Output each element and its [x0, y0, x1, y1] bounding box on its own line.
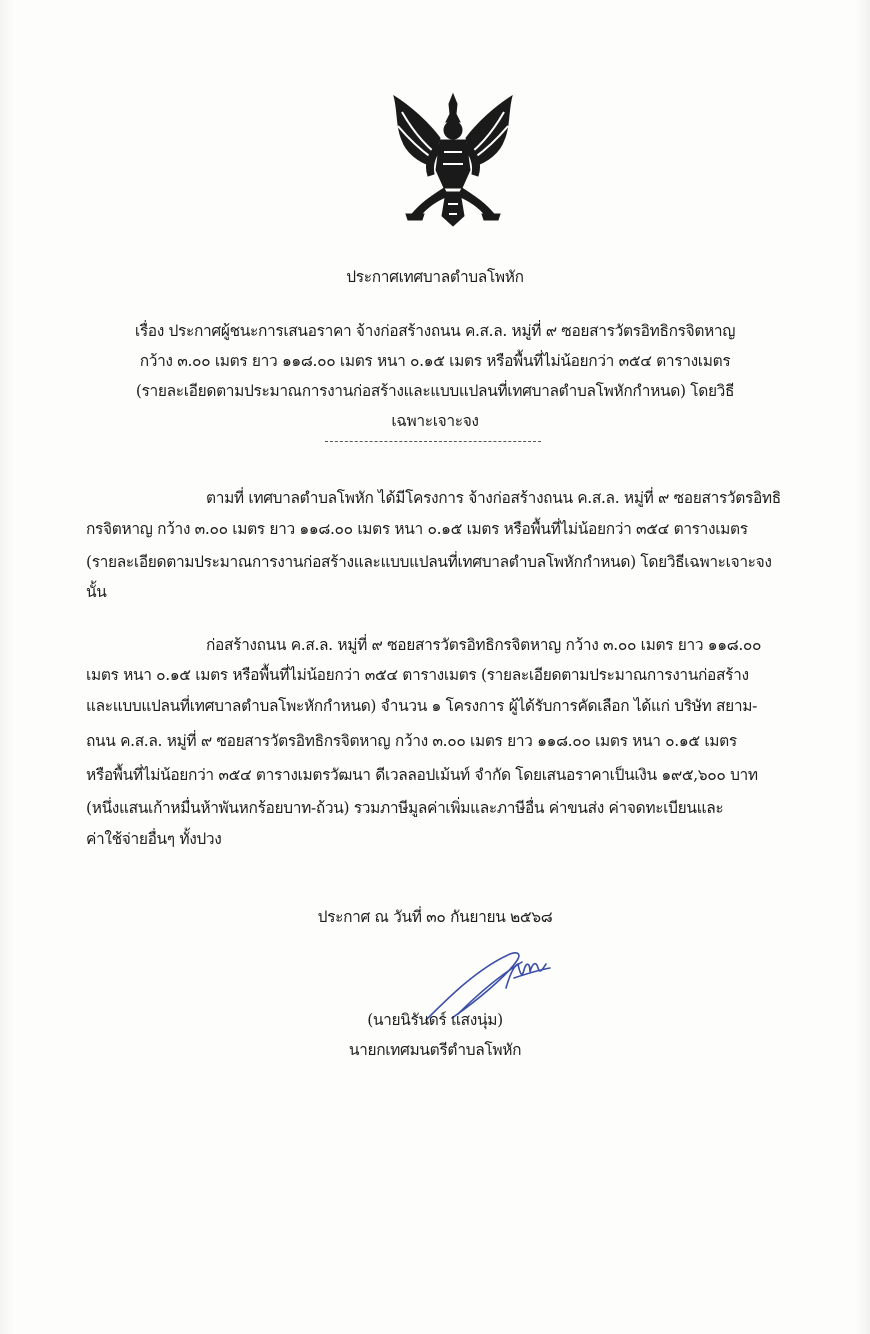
- subject-line: กว้าง ๓.๐๐ เมตร ยาว ๑๑๘.๐๐ เมตร หนา ๐.๑๕ เมตร หรือพื้นที่ไม่น้อยกว่า ๓๕๔ ตารางเมตร: [139, 352, 731, 370]
- paragraph2-line: [86, 634, 790, 656]
- subject-line: เรื่อง ประกาศผู้ชนะการเสนอราคา จ้างก่อสร้างถนน ค.ส.ล. หมู่ที่ ๙ ซอยสารวัตรอิทธิกรจิตหาญ: [134, 322, 736, 340]
- announcement-title: ประกาศเทศบาลตำบลโพหัก: [346, 268, 524, 286]
- paragraph1-line: นั้น: [86, 583, 107, 601]
- paragraph2-line: เมตร หนา ๐.๑๕ เมตร หรือพื้นที่ไม่น้อยกว่า ๓๕๔ ตารางเมตร (รายละเอียดตามประมาณการงานก่อสร้าง: [86, 666, 749, 684]
- paragraph2-line: หรือพื้นที่ไม่น้อยกว่า ๓๕๔ ตารางเมตรวัฒนา ดีเวลลอปเม้นท์ จำกัด โดยเสนอราคาเป็นเงิน ๑๙๕,๖๐๐ บาท: [86, 766, 758, 784]
- subject-line: เฉพาะเจาะจง: [391, 412, 479, 430]
- paragraph2-text: ก่อสร้างถนน ค.ส.ล. หมู่ที่ ๙ ซอยสารวัตรอิทธิกรจิตหาญ กว้าง ๓.๐๐ เมตร ยาว ๑๑๘.๐๐: [206, 636, 762, 654]
- signatory-position: นายกเทศมนตรีตำบลโพหัก: [348, 1041, 522, 1059]
- paragraph1-text: ตามที่ เทศบาลตำบลโพหัก ได้มีโครงการ จ้างก่อสร้างถนน ค.ส.ล. หมู่ที่ ๙ ซอยสารวัตรอิทธิ: [206, 489, 781, 507]
- signatory-name: (นายนิรันดร์ แสงนุ่ม): [367, 1011, 503, 1029]
- paragraph2-line: ค่าใช้จ่ายอื่นๆ ทั้งปวง: [86, 830, 222, 848]
- paragraph2-line: (หนึ่งแสนเก้าหมื่นห้าพันหกร้อยบาท-ถ้วน) รวมภาษีมูลค่าเพิ่มและภาษีอื่น ค่าขนส่ง ค่าจดทะเบียนและ: [86, 799, 724, 817]
- paragraph2-line: ถนน ค.ส.ล. หมู่ที่ ๙ ซอยสารวัตรอิทธิกรจิตหาญ กว้าง ๓.๐๐ เมตร ยาว ๑๑๘.๐๐ เมตร หนา ๐.๑๕ เมตร: [86, 732, 737, 750]
- paragraph1-line: กรจิตหาญ กว้าง ๓.๐๐ เมตร ยาว ๑๑๘.๐๐ เมตร หนา ๐.๑๕ เมตร หรือพื้นที่ไม่น้อยกว่า ๓๕๔ ตารางเมตร: [86, 520, 748, 538]
- paragraph2-line: และแบบแปลนที่เทศบาลตำบลโพะหักกำหนด) จำนวน ๑ โครงการ ผู้ได้รับการคัดเลือก ได้แก่ บริษัท สยาม-: [86, 697, 757, 715]
- announcement-date: ประกาศ ณ วันที่ ๓๐ กันยายน ๒๕๖๘: [317, 908, 553, 926]
- section-divider: [325, 441, 541, 442]
- paragraph1-line: [86, 487, 790, 509]
- garuda-emblem-icon: [388, 92, 518, 230]
- subject-line: (รายละเอียดตามประมาณการงานก่อสร้างและแบบแปลนที่เทศบาลตำบลโพหักกำหนด) โดยวิธี: [135, 382, 735, 400]
- paragraph1-line: (รายละเอียดตามประมาณการงานก่อสร้างและแบบแปลนที่เทศบาลตำบลโพหักกำหนด) โดยวิธีเฉพาะเจาะจง: [86, 553, 772, 571]
